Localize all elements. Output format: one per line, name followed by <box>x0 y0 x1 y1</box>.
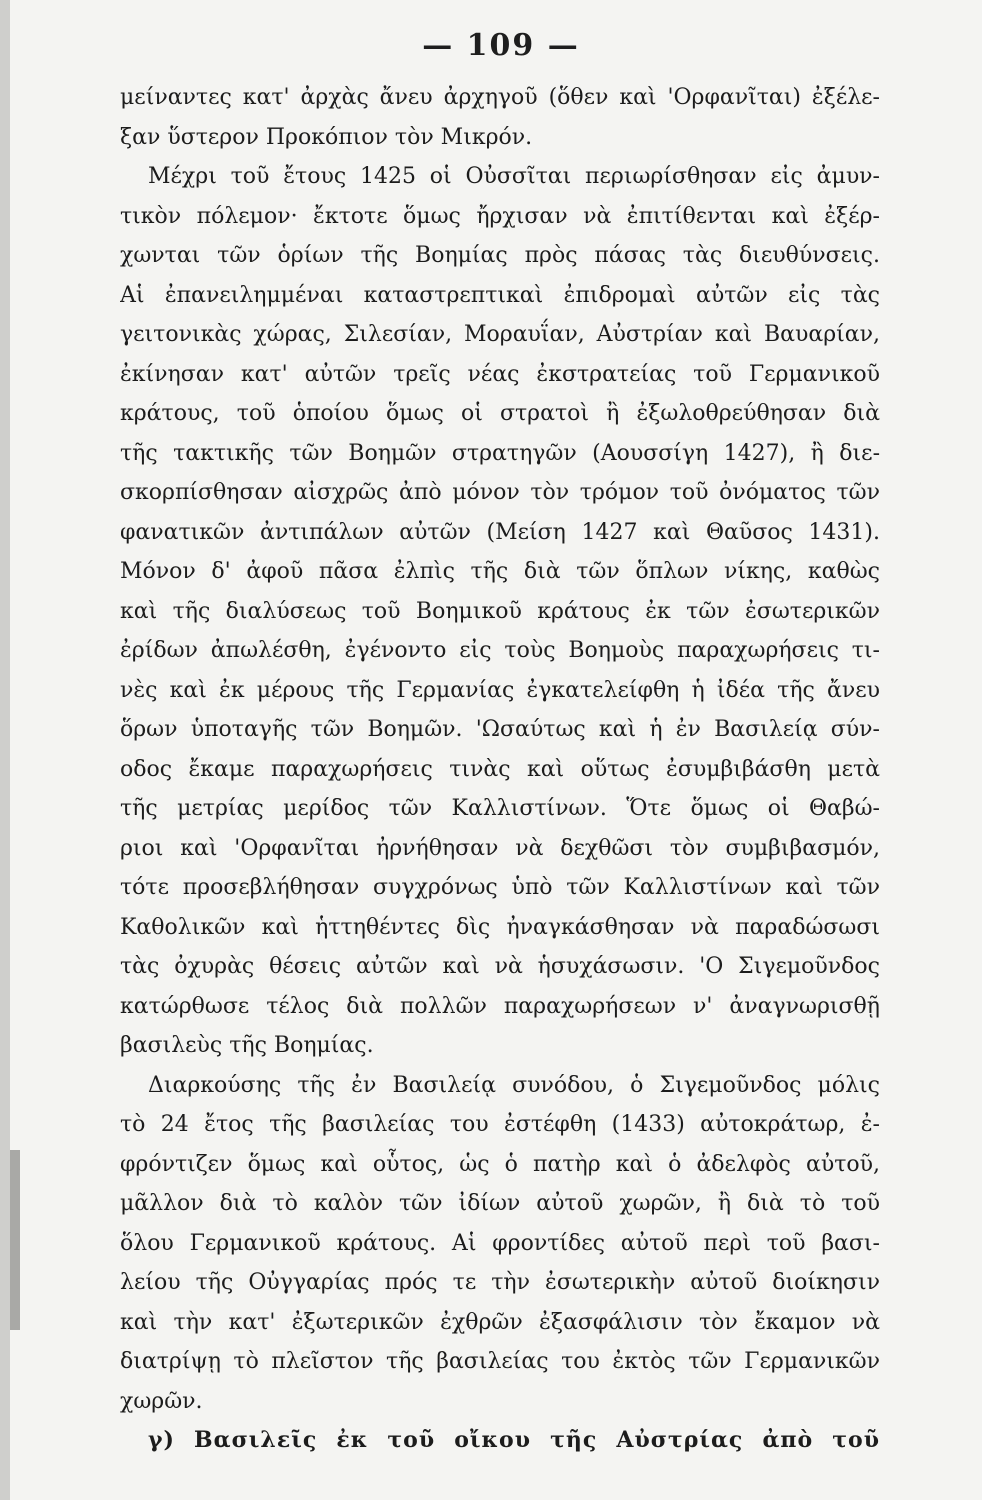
text-line: τικὸν πόλεμον· ἔκτοτε ὅμως ἤρχισαν νὰ ἐπιτίθενται καὶ ἐξέρ- <box>120 203 880 229</box>
text-line: Αἱ ἐπανειλημμέναι καταστρεπτικαὶ ἐπιδρομαὶ αὐτῶν εἰς τὰς <box>120 282 880 308</box>
text-line: κατώρθωσε τέλος διὰ πολλῶν παραχωρήσεων ν' ἀναγνωρισθῇ <box>120 993 880 1019</box>
section-heading-line: γ) Βασιλεῖς ἐκ τοῦ οἴκου τῆς Αὐστρίας ἀπὸ τοῦ <box>148 1427 880 1453</box>
text-line: γειτονικὰς χώρας, Σιλεσίαν, Μοραυΐαν, Αὐστρίαν καὶ Βαυαρίαν, <box>120 322 880 347</box>
text-line: ριοι καὶ 'Ορφανῖται ἠρνήθησαν νὰ δεχθῶσι τὸν συμβιβασμόν, <box>120 835 880 861</box>
text-line: χωρῶν. <box>120 1388 203 1414</box>
text-line: λείου τῆς Οὐγγαρίας πρός τε τὴν ἐσωτερικὴν αὐτοῦ διοίκησιν <box>120 1270 880 1295</box>
text-line: Μόνον δ' ἀφοῦ πᾶσα ἐλπὶς τῆς διὰ τῶν ὅπλων νίκης, καθὼς <box>120 559 880 584</box>
text-line: μᾶλλον διὰ τὸ καλὸν τῶν ἰδίων αὐτοῦ χωρῶν, ἢ διὰ τὸ τοῦ <box>120 1191 880 1216</box>
text-line: τῆς μετρίας μερίδος τῶν Καλλιστίνων. Ὅτε ὅμως οἱ Θαβώ- <box>120 796 880 821</box>
text-line: μείναντες κατ' ἀρχὰς ἄνευ ἀρχηγοῦ (ὅθεν καὶ 'Ορφανῖται) ἐξέλε- <box>120 85 880 110</box>
text-line: τὸ 24 ἔτος τῆς βασιλείας του ἐστέφθη (1433) αὐτοκράτωρ, ἐ- <box>120 1112 880 1137</box>
text-line: ἐκίνησαν κατ' αὐτῶν τρεῖς νέας ἐκστρατείας τοῦ Γερμανικοῦ <box>120 361 880 387</box>
body-text <box>120 78 880 1461</box>
text-line: κράτους, τοῦ ὁποίου ὅμως οἱ στρατοὶ ἢ ἐξωλοθρεύθησαν διὰ <box>120 401 880 426</box>
text-line: ὅρων ὑποταγῆς τῶν Βοημῶν. 'Ωσαύτως καὶ ἡ ἐν Βασιλείᾳ σύν- <box>120 717 880 742</box>
text-line: τότε προσεβλήθησαν συγχρόνως ὑπὸ τῶν Καλλιστίνων καὶ τῶν <box>120 875 880 900</box>
text-line: ξαν ὕστερον Προκόπιον τὸν Μικρόν. <box>120 124 533 150</box>
text-line: καὶ τὴν κατ' ἐξωτερικῶν ἐχθρῶν ἐξασφάλισιν τὸν ἔκαμον νὰ <box>120 1309 880 1335</box>
text-line: Διαρκούσης τῆς ἐν Βασιλείᾳ συνόδου, ὁ Σιγεμοῦνδος μόλις <box>148 1072 880 1098</box>
text-line: διατρίψῃ τὸ πλεῖστον τῆς βασιλείας του ἐκτὸς τῶν Γερμανικῶν <box>120 1349 880 1374</box>
text-line: σκορπίσθησαν αἰσχρῶς ἀπὸ μόνον τὸν τρόμον τοῦ ὀνόματος τῶν <box>120 480 880 505</box>
text-line: οδος ἔκαμε παραχωρήσεις τινὰς καὶ οὕτως ἐσυμβιβάσθη μετὰ <box>120 756 880 782</box>
text-line: χωνται τῶν ὁρίων τῆς Βοημίας πρὸς πάσας τὰς διευθύνσεις. <box>120 243 880 268</box>
text-line: ἐρίδων ἀπωλέσθη, ἐγένοντο εἰς τοὺς Βοημοὺς παραχωρήσεις τι- <box>120 638 880 663</box>
text-line: τὰς ὀχυρὰς θέσεις αὐτῶν καὶ νὰ ἡσυχάσωσιν. 'Ο Σιγεμοῦνδος <box>120 954 880 979</box>
text-line: φανατικῶν ἀντιπάλων αὐτῶν (Μείση 1427 καὶ Θαῦσος 1431). <box>120 519 880 545</box>
text-line: τῆς τακτικῆς τῶν Βοημῶν στρατηγῶν (Αουσσίγη 1427), ἢ διε- <box>120 440 880 466</box>
text-line: βασιλεὺς τῆς Βοημίας. <box>120 1033 374 1058</box>
binding-edge <box>10 1150 20 1330</box>
text-line: νὲς καὶ ἐκ μέρους τῆς Γερμανίας ἐγκατελείφθη ἡ ἰδέα τῆς ἄνευ <box>120 677 880 703</box>
text-line: καὶ τῆς διαλύσεως τοῦ Βοημικοῦ κράτους ἐκ τῶν ἐσωτερικῶν <box>120 598 880 624</box>
text-line: φρόντιζεν ὅμως καὶ οὗτος, ὡς ὁ πατὴρ καὶ ὁ ἀδελφὸς αὐτοῦ, <box>120 1151 880 1177</box>
text-line: Μέχρι τοῦ ἔτους 1425 οἱ Οὐσσῖται περιωρίσθησαν εἰς ἀμυν- <box>148 164 880 189</box>
page-number: — 109 — <box>422 28 580 63</box>
text-line: Καθολικῶν καὶ ἡττηθέντες δὶς ἠναγκάσθησαν νὰ παραδώσωσι <box>120 914 880 940</box>
text-line: ὅλου Γερμανικοῦ κράτους. Αἱ φροντίδες αὐτοῦ περὶ τοῦ βασι- <box>120 1230 880 1256</box>
